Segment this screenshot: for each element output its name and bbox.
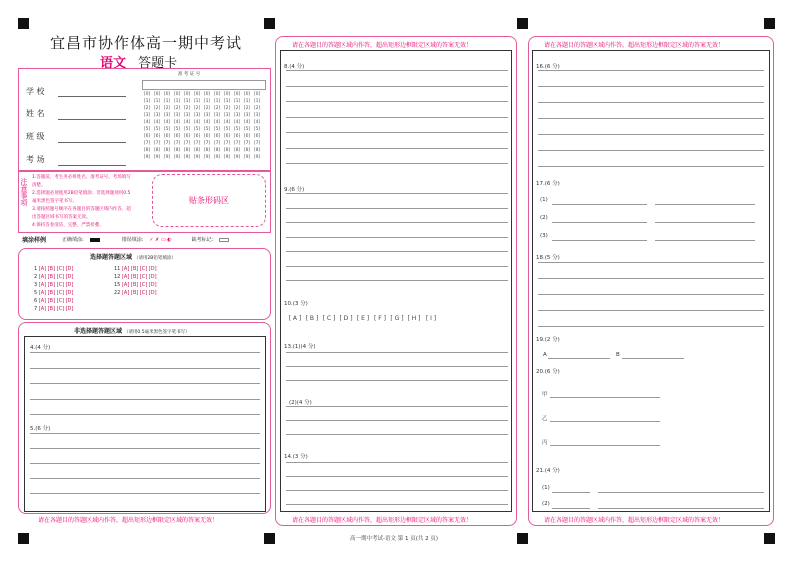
exam-title: 宜昌市协作体高一期中考试	[50, 34, 243, 52]
question-20-label: 20.(6 分)	[536, 369, 560, 375]
registration-mark	[18, 18, 29, 29]
mc-question-number: 6	[34, 298, 39, 304]
digit-bubble[interactable]: [1]	[173, 99, 181, 104]
digit-bubble[interactable]: [3]	[183, 113, 191, 118]
digit-bubble[interactable]: [4]	[143, 120, 151, 125]
student-field-room: 考 场	[26, 155, 45, 164]
digit-bubble[interactable]: [4]	[183, 120, 191, 125]
digit-bubble[interactable]: [1]	[223, 99, 231, 104]
mc-question-row[interactable]	[114, 274, 157, 280]
digit-bubble[interactable]: [6]	[223, 134, 231, 139]
digit-bubble[interactable]: [3]	[223, 113, 231, 118]
warning-middle-bottom: 请在各题目的答题区域内作答，超出矩形边框限定区域的答案无效！	[292, 517, 473, 524]
q20-label-bing: 丙	[542, 440, 548, 446]
answer-line[interactable]	[30, 383, 260, 384]
digit-bubble[interactable]: [7]	[223, 141, 231, 146]
mc-question-number: 1	[34, 266, 39, 272]
q17-part-3: (3)	[540, 233, 548, 239]
mc-question-number: 2	[34, 274, 39, 280]
digit-bubble[interactable]: [1]	[153, 99, 161, 104]
wrong-fill-samples: ✓ ✗ ▭ ◐	[149, 236, 172, 243]
mc-question-row[interactable]	[34, 298, 73, 304]
digit-bubble[interactable]: [1]	[243, 99, 251, 104]
digit-bubble[interactable]: [5]	[213, 127, 221, 132]
warning-middle-top: 请在各题目的答题区域内作答，超出矩形边框限定区域的答案无效！	[292, 42, 473, 49]
digit-bubble[interactable]: [6]	[163, 134, 171, 139]
answer-line[interactable]	[655, 204, 755, 205]
answer-line[interactable]	[286, 70, 508, 71]
digit-bubble[interactable]: [3]	[233, 113, 241, 118]
digit-bubble[interactable]: [9]	[153, 155, 161, 160]
digit-bubble[interactable]: [0]	[153, 92, 161, 97]
student-field-class: 班 级	[26, 132, 45, 141]
answer-line[interactable]	[286, 490, 508, 491]
q19-label-b: B	[616, 352, 620, 358]
digit-bubble[interactable]: [9]	[193, 155, 201, 160]
q17-part-1: (1)	[540, 197, 548, 203]
answer-line[interactable]	[552, 240, 647, 241]
digit-bubble[interactable]: [3]	[193, 113, 201, 118]
nonmc-section-note: （请用0.5毫米黑色签字笔书写）	[123, 330, 190, 335]
answer-line[interactable]	[286, 208, 508, 209]
notice-heading: 注意事项	[20, 178, 28, 206]
warning-left: 请在各题目的答题区域内作答，超出矩形边框限定区域的答案无效！	[38, 517, 219, 524]
answer-line[interactable]	[550, 445, 660, 446]
digit-bubble[interactable]: [9]	[173, 155, 181, 160]
digit-bubble[interactable]: [5]	[173, 127, 181, 132]
digit-bubble[interactable]: [8]	[253, 148, 261, 153]
digit-bubble[interactable]: [1]	[203, 99, 211, 104]
question-10-options[interactable]	[288, 315, 438, 322]
answer-line[interactable]	[286, 117, 508, 118]
digit-bubble[interactable]: [7]	[243, 141, 251, 146]
answer-line[interactable]	[286, 462, 508, 463]
mc-question-row[interactable]	[34, 306, 73, 312]
answer-line[interactable]	[286, 237, 508, 238]
q10-option[interactable]: [ H ]	[407, 315, 421, 322]
digit-bubble[interactable]: [3]	[153, 113, 161, 118]
digit-bubble[interactable]: [5]	[223, 127, 231, 132]
mc-options[interactable]: [A] [B] [C] [D]	[38, 282, 74, 288]
digit-bubble[interactable]: [7]	[213, 141, 221, 146]
nonmc-section-title: 非选择题答题区域	[74, 328, 123, 335]
q19-label-a: A	[543, 352, 547, 358]
question-9-label: 9.(6 分)	[284, 187, 305, 193]
digit-bubble[interactable]: [4]	[153, 120, 161, 125]
digit-bubble[interactable]: [4]	[203, 120, 211, 125]
digit-bubble[interactable]: [9]	[163, 155, 171, 160]
answer-line[interactable]	[538, 310, 764, 311]
mc-options[interactable]: [A] [B] [C] [D]	[38, 306, 74, 312]
q10-option[interactable]: [ D ]	[339, 315, 353, 322]
mc-question-row[interactable]	[114, 290, 157, 296]
digit-bubble[interactable]: [9]	[223, 155, 231, 160]
mc-question-row[interactable]	[34, 290, 73, 296]
correct-fill-label: 正确填涂:	[62, 237, 84, 243]
registration-mark	[264, 18, 275, 29]
answer-line[interactable]	[552, 508, 590, 509]
digit-bubble[interactable]: [2]	[213, 106, 221, 111]
digit-bubble[interactable]: [6]	[203, 134, 211, 139]
mc-question-number: 5	[34, 290, 39, 296]
digit-bubble[interactable]: [5]	[203, 127, 211, 132]
answer-line[interactable]	[598, 508, 764, 509]
digit-bubble[interactable]: [4]	[193, 120, 201, 125]
q10-option[interactable]: [ E ]	[356, 315, 370, 322]
digit-bubble[interactable]: [6]	[173, 134, 181, 139]
registration-mark	[764, 18, 775, 29]
digit-bubble[interactable]: [7]	[233, 141, 241, 146]
answer-frame-q4-q5	[24, 336, 266, 512]
digit-bubble[interactable]: [0]	[223, 92, 231, 97]
digit-bubble[interactable]: [5]	[253, 127, 261, 132]
digit-bubble[interactable]: [6]	[233, 134, 241, 139]
digit-bubble[interactable]: [9]	[233, 155, 241, 160]
answer-line[interactable]	[30, 463, 260, 464]
subject-name: 语文	[100, 56, 127, 71]
digit-bubble[interactable]: [6]	[213, 134, 221, 139]
digit-bubble[interactable]: [1]	[253, 99, 261, 104]
registration-mark	[18, 533, 29, 544]
answer-line[interactable]	[286, 406, 508, 407]
room-input-line[interactable]	[58, 165, 126, 166]
answer-line[interactable]	[286, 434, 508, 435]
answer-line[interactable]	[538, 262, 764, 263]
fill-example-label: 填涂样例	[22, 237, 47, 244]
q10-option[interactable]: [ A ]	[288, 315, 302, 322]
answer-line[interactable]	[30, 352, 260, 353]
middle-answer-frame	[280, 50, 512, 512]
barcode-area	[152, 174, 266, 227]
digit-bubble[interactable]: [4]	[233, 120, 241, 125]
digit-bubble[interactable]: [9]	[213, 155, 221, 160]
mc-options[interactable]: [A] [B] [C] [D]	[38, 298, 74, 304]
digit-bubble[interactable]: [9]	[243, 155, 251, 160]
answer-line[interactable]	[286, 420, 508, 421]
digit-bubble[interactable]: [7]	[143, 141, 151, 146]
answer-line[interactable]	[30, 433, 260, 434]
q10-option[interactable]: [ C ]	[322, 315, 336, 322]
digit-bubble[interactable]: [2]	[193, 106, 201, 111]
answer-line[interactable]	[538, 294, 764, 295]
mc-options[interactable]: [A] [B] [C] [D]	[121, 282, 157, 288]
mc-question-number: 15	[114, 282, 122, 288]
student-field-name: 姓 名	[26, 109, 45, 118]
answer-line[interactable]	[286, 476, 508, 477]
mc-question-number: 3	[34, 282, 39, 288]
question-19-label: 19.(2 分)	[536, 337, 560, 343]
mc-options[interactable]: [A] [B] [C] [D]	[38, 274, 74, 280]
q20-label-yi: 乙	[542, 416, 548, 422]
digit-bubble[interactable]: [3]	[163, 113, 171, 118]
digit-bubble[interactable]: [7]	[193, 141, 201, 146]
student-field-school: 学 校	[26, 87, 45, 96]
answer-line[interactable]	[30, 368, 260, 369]
digit-bubble[interactable]: [2]	[163, 106, 171, 111]
question-14-label: 14.(3 分)	[284, 454, 308, 460]
digit-bubble[interactable]: [5]	[193, 127, 201, 132]
digit-bubble[interactable]: [6]	[153, 134, 161, 139]
digit-bubble[interactable]: [4]	[243, 120, 251, 125]
digit-bubble[interactable]: [8]	[193, 148, 201, 153]
barcode-label: 贴条形码区	[189, 196, 229, 205]
q20-label-jia: 甲	[542, 392, 548, 398]
answer-line[interactable]	[622, 358, 684, 359]
answer-line[interactable]	[30, 478, 260, 479]
question-10-label: 10.(3 分)	[284, 301, 308, 307]
digit-bubble[interactable]: [4]	[163, 120, 171, 125]
answer-line[interactable]	[538, 278, 764, 279]
digit-bubble[interactable]: [3]	[213, 113, 221, 118]
digit-bubble[interactable]: [5]	[183, 127, 191, 132]
answer-line[interactable]	[30, 493, 260, 494]
digit-bubble[interactable]: [2]	[143, 106, 151, 111]
answer-line[interactable]	[286, 366, 508, 367]
digit-bubble[interactable]: [0]	[243, 92, 251, 97]
digit-bubble[interactable]: [1]	[143, 99, 151, 104]
question-16-label: 16.(6 分)	[536, 64, 560, 70]
digit-bubble[interactable]: [7]	[153, 141, 161, 146]
registration-mark	[517, 18, 528, 29]
q21-part-1: (1)	[542, 485, 550, 491]
digit-bubble[interactable]: [1]	[183, 99, 191, 104]
wrong-fill-label: 错误填涂:	[121, 237, 144, 243]
q10-option[interactable]: [ I ]	[425, 315, 437, 322]
digit-bubble[interactable]: [5]	[143, 127, 151, 132]
mc-section-note: （请用2B铅笔填涂）	[133, 256, 176, 261]
digit-bubble[interactable]: [0]	[173, 92, 181, 97]
answer-line[interactable]	[30, 399, 260, 400]
answer-line[interactable]	[538, 118, 764, 119]
answer-line[interactable]	[655, 222, 755, 223]
mc-question-row[interactable]	[34, 274, 73, 280]
digit-bubble[interactable]: [9]	[203, 155, 211, 160]
digit-bubble[interactable]: [4]	[173, 120, 181, 125]
digit-bubble[interactable]: [5]	[243, 127, 251, 132]
mc-options[interactable]: [A] [B] [C] [D]	[121, 290, 157, 296]
answer-line[interactable]	[550, 397, 660, 398]
nonmc-section-header	[74, 326, 190, 335]
digit-bubble[interactable]: [0]	[183, 92, 191, 97]
q17-part-2: (2)	[540, 215, 548, 221]
answer-line[interactable]	[286, 251, 508, 252]
mc-question-row[interactable]	[34, 282, 73, 288]
digit-bubble[interactable]: [2]	[253, 106, 261, 111]
digit-bubble[interactable]: [8]	[143, 148, 151, 153]
question-21-label: 21.(4 分)	[536, 468, 560, 474]
answer-line[interactable]	[286, 380, 508, 381]
correct-fill-sample	[90, 238, 100, 242]
warning-right-bottom: 请在各题目的答题区域内作答，超出矩形边框限定区域的答案无效！	[544, 517, 725, 524]
answer-line[interactable]	[286, 132, 508, 133]
exam-number-label: 准 考 证 号	[178, 72, 201, 77]
digit-bubble[interactable]: [3]	[143, 113, 151, 118]
answer-line[interactable]	[286, 280, 508, 281]
name-input-line[interactable]	[58, 119, 126, 120]
digit-bubble[interactable]: [6]	[183, 134, 191, 139]
q10-option[interactable]: [ G ]	[390, 315, 404, 322]
question-13-1-label: 13.(1)(4 分)	[284, 344, 316, 350]
digit-bubble[interactable]: [0]	[213, 92, 221, 97]
digit-bubble[interactable]: [8]	[213, 148, 221, 153]
digit-bubble[interactable]: [8]	[153, 148, 161, 153]
mc-question-row[interactable]	[114, 266, 157, 272]
answer-line[interactable]	[286, 101, 508, 102]
answer-line[interactable]	[286, 504, 508, 505]
answer-line[interactable]	[655, 240, 755, 241]
question-17-label: 17.(6 分)	[536, 181, 560, 187]
question-5-label: 5.(6 分)	[30, 426, 51, 432]
question-8-label: 8.(4 分)	[284, 64, 305, 70]
digit-bubble[interactable]: [6]	[243, 134, 251, 139]
digit-bubble[interactable]: [0]	[143, 92, 151, 97]
digit-bubble[interactable]: [3]	[173, 113, 181, 118]
question-18-label: 18.(5 分)	[536, 255, 560, 261]
digit-bubble[interactable]: [2]	[223, 106, 231, 111]
digit-bubble[interactable]: [7]	[253, 141, 261, 146]
answer-line[interactable]	[598, 492, 764, 493]
absent-mark-box[interactable]	[219, 238, 229, 242]
exam-number-boxes[interactable]	[142, 80, 266, 90]
mc-question-number: 11	[114, 266, 122, 272]
page-footer: 高一期中考试-语文 第 1 页(共 2 页)	[350, 536, 439, 542]
digit-bubble[interactable]: [7]	[183, 141, 191, 146]
answer-line[interactable]	[538, 166, 764, 167]
mc-options[interactable]: [A] [B] [C] [D]	[38, 266, 74, 272]
digit-bubble[interactable]: [9]	[143, 155, 151, 160]
digit-bubble[interactable]: [0]	[203, 92, 211, 97]
q10-option[interactable]: [ B ]	[305, 315, 319, 322]
digit-bubble[interactable]: [7]	[173, 141, 181, 146]
mc-question-number: 22	[114, 290, 122, 296]
digit-bubble[interactable]: [0]	[233, 92, 241, 97]
digit-bubble[interactable]: [8]	[223, 148, 231, 153]
digit-bubble[interactable]: [6]	[253, 134, 261, 139]
digit-bubble[interactable]: [9]	[253, 155, 261, 160]
digit-bubble[interactable]: [2]	[153, 106, 161, 111]
answer-line[interactable]	[552, 222, 647, 223]
mc-question-number: 7	[34, 306, 39, 312]
digit-bubble[interactable]: [5]	[153, 127, 161, 132]
answer-line[interactable]	[286, 352, 508, 353]
answer-line[interactable]	[538, 150, 764, 151]
answer-line[interactable]	[550, 421, 660, 422]
digit-bubble[interactable]: [9]	[183, 155, 191, 160]
fill-example-row	[18, 233, 271, 246]
digit-bubble[interactable]: [3]	[243, 113, 251, 118]
digit-bubble[interactable]: [4]	[253, 120, 261, 125]
digit-bubble[interactable]: [8]	[163, 148, 171, 153]
digit-bubble[interactable]: [8]	[233, 148, 241, 153]
class-input-line[interactable]	[58, 142, 126, 143]
answer-line[interactable]	[30, 448, 260, 449]
answer-line[interactable]	[538, 86, 764, 87]
digit-bubble[interactable]: [1]	[193, 99, 201, 104]
digit-bubble[interactable]: [4]	[223, 120, 231, 125]
right-answer-frame	[532, 50, 770, 512]
digit-bubble[interactable]: [5]	[233, 127, 241, 132]
digit-bubble[interactable]: [1]	[213, 99, 221, 104]
q10-option[interactable]: [ F ]	[374, 315, 386, 322]
card-label: 答题卡	[138, 56, 178, 71]
mc-options[interactable]: [A] [B] [C] [D]	[121, 266, 157, 272]
warning-right-top: 请在各题目的答题区域内作答，超出矩形边框限定区域的答案无效！	[544, 42, 725, 49]
digit-bubble[interactable]: [8]	[173, 148, 181, 153]
digit-bubble[interactable]: [8]	[243, 148, 251, 153]
school-input-line[interactable]	[58, 96, 126, 97]
digit-bubble[interactable]: [2]	[233, 106, 241, 111]
digit-bubble[interactable]: [8]	[203, 148, 211, 153]
digit-bubble[interactable]: [3]	[253, 113, 261, 118]
answer-line[interactable]	[286, 266, 508, 267]
mc-section-title: 选择题答题区域	[90, 254, 133, 261]
answer-line[interactable]	[286, 222, 508, 223]
digit-bubble[interactable]: [1]	[163, 99, 171, 104]
answer-line[interactable]	[552, 492, 590, 493]
digit-bubble[interactable]: [7]	[203, 141, 211, 146]
mc-question-row[interactable]	[114, 282, 157, 288]
mc-options[interactable]: [A] [B] [C] [D]	[121, 274, 157, 280]
mc-question-row[interactable]	[34, 266, 73, 272]
digit-bubble[interactable]: [6]	[143, 134, 151, 139]
digit-bubble[interactable]: [7]	[163, 141, 171, 146]
q21-part-2: (2)	[542, 501, 550, 507]
answer-line[interactable]	[286, 163, 508, 164]
answer-line[interactable]	[552, 204, 647, 205]
notice-text: 1.答题前，考生务必将姓名、准考证号、考场填写清楚。 2.选择题必须使用2B铅笔填涂；非选择题须用0.5毫米黑色签字笔书写。 3.请按照题号顺序在各题目的答题区域内作答，超出答题区域书写的答案无效。 4.保持答卷清洁、完整，严禁折叠。	[32, 175, 131, 228]
digit-bubble[interactable]: [8]	[183, 148, 191, 153]
answer-line[interactable]	[538, 102, 764, 103]
question-4-label: 4.(4 分)	[30, 345, 51, 351]
answer-line[interactable]	[30, 414, 260, 415]
digit-bubble[interactable]: [0]	[253, 92, 261, 97]
answer-line[interactable]	[286, 193, 508, 194]
exam-number-bubble-grid[interactable]	[142, 92, 262, 162]
digit-bubble[interactable]: [4]	[213, 120, 221, 125]
answer-line[interactable]	[538, 134, 764, 135]
registration-mark	[764, 533, 775, 544]
digit-bubble[interactable]: [3]	[203, 113, 211, 118]
digit-bubble[interactable]: [2]	[243, 106, 251, 111]
registration-mark	[264, 533, 275, 544]
registration-mark	[517, 533, 528, 544]
mc-section-header	[90, 252, 176, 261]
digit-bubble[interactable]: [2]	[183, 106, 191, 111]
absent-mark-label: 缺考标记:	[191, 237, 214, 243]
digit-bubble[interactable]: [5]	[163, 127, 171, 132]
digit-bubble[interactable]: [2]	[173, 106, 181, 111]
digit-bubble[interactable]: [6]	[193, 134, 201, 139]
question-13-2-label: (2)(4 分)	[289, 400, 312, 406]
digit-bubble[interactable]: [0]	[163, 92, 171, 97]
mc-question-number: 12	[114, 274, 122, 280]
answer-line[interactable]	[286, 86, 508, 87]
answer-line[interactable]	[286, 148, 508, 149]
digit-bubble[interactable]: [1]	[233, 99, 241, 104]
digit-bubble[interactable]: [2]	[203, 106, 211, 111]
answer-line[interactable]	[538, 70, 764, 71]
answer-line[interactable]	[538, 326, 764, 327]
answer-line[interactable]	[548, 358, 610, 359]
digit-bubble[interactable]: [0]	[193, 92, 201, 97]
mc-options[interactable]: [A] [B] [C] [D]	[38, 290, 74, 296]
